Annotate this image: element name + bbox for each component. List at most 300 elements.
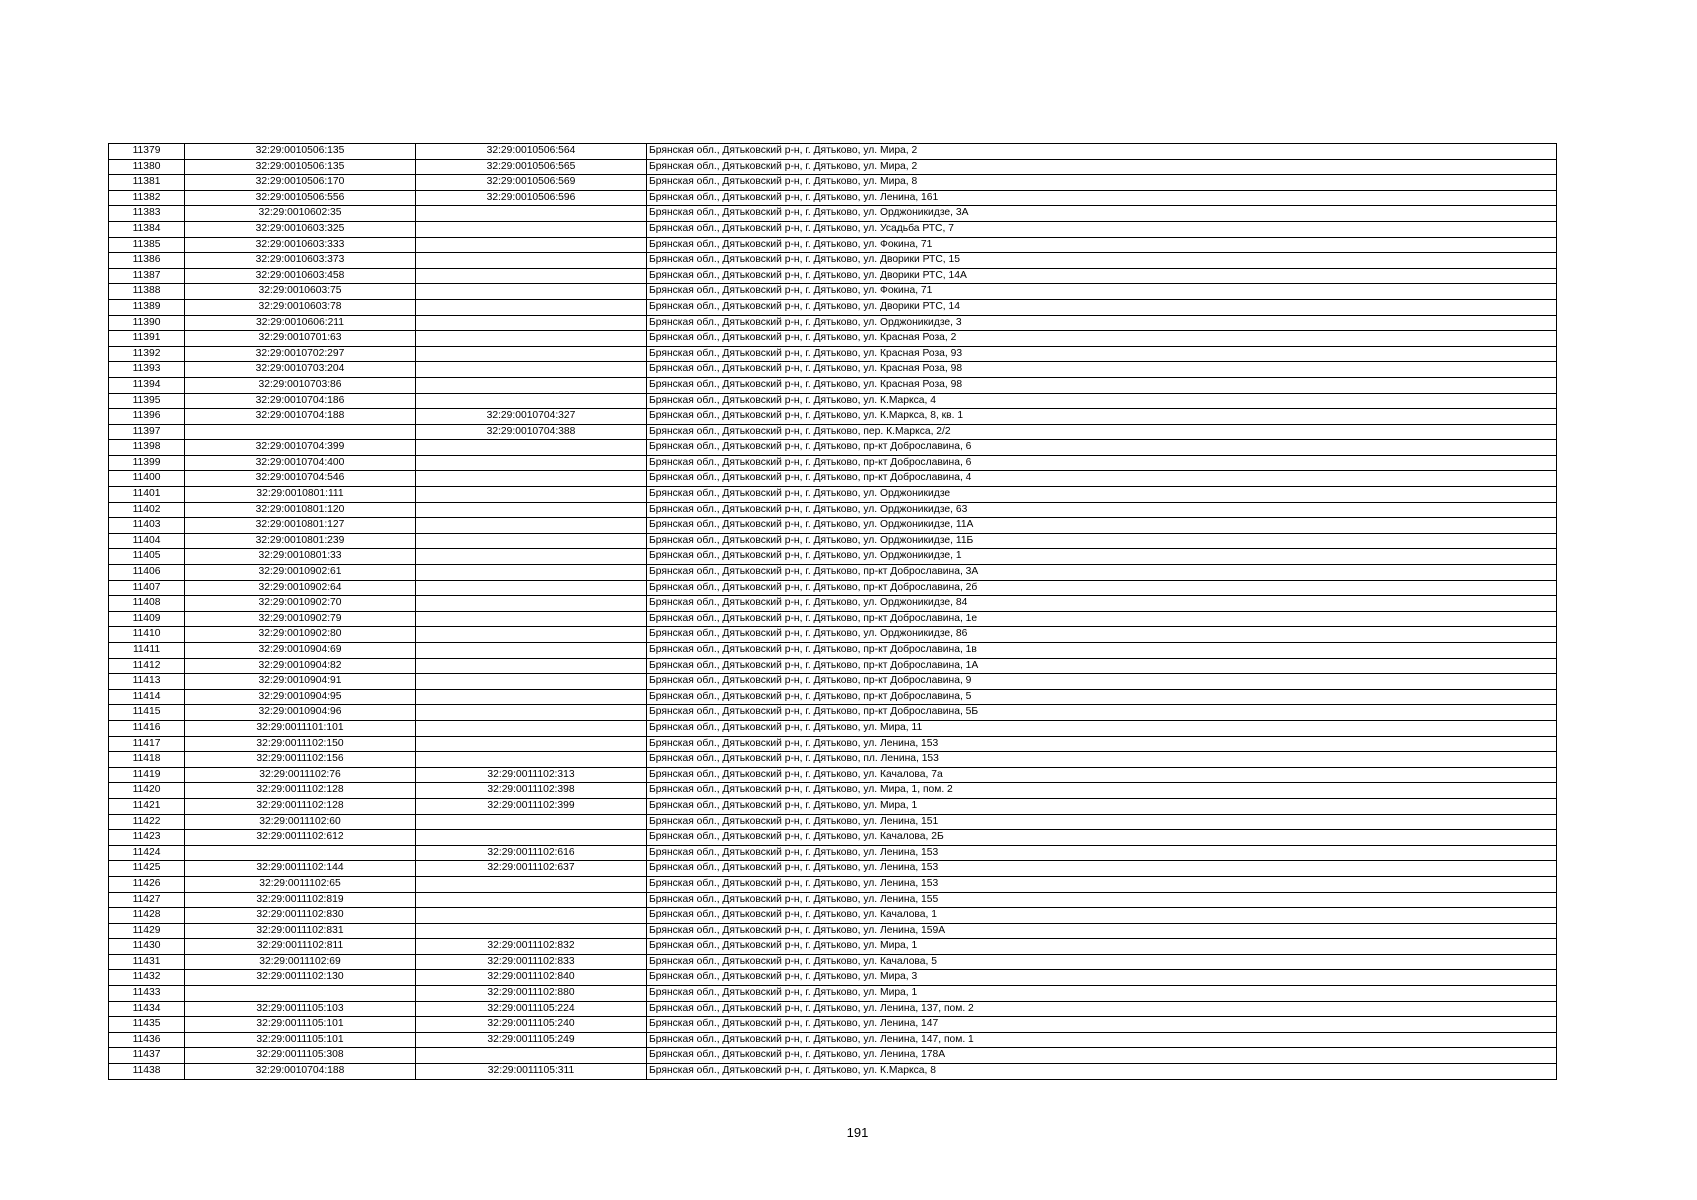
land-cadastral-number-cell: 32:29:0010801:111 [185, 487, 416, 503]
land-cadastral-number-cell: 32:29:0011102:128 [185, 798, 416, 814]
object-cadastral-number-cell [416, 689, 647, 705]
table-row [109, 908, 1557, 924]
object-cadastral-number-cell [416, 331, 647, 347]
row-number-cell: 11436 [109, 1032, 185, 1048]
address-cell: Брянская обл., Дятьковский р-н, г. Дятьково, пр-кт Доброславина, 6 [647, 455, 1557, 471]
table-row [109, 409, 1557, 425]
land-cadastral-number-cell: 32:29:0010603:75 [185, 284, 416, 300]
row-number-cell: 11425 [109, 861, 185, 877]
object-cadastral-number-cell [416, 892, 647, 908]
land-cadastral-number-cell: 32:29:0010902:79 [185, 611, 416, 627]
land-cadastral-number-cell: 32:29:0011102:128 [185, 783, 416, 799]
land-cadastral-number-cell: 32:29:0010703:204 [185, 362, 416, 378]
address-cell: Брянская обл., Дятьковский р-н, г. Дятьково, ул. Мира, 8 [647, 175, 1557, 191]
land-cadastral-number-cell: 32:29:0010703:86 [185, 377, 416, 393]
row-number-cell: 11420 [109, 783, 185, 799]
land-cadastral-number-cell: 32:29:0011105:103 [185, 1001, 416, 1017]
address-cell: Брянская обл., Дятьковский р-н, г. Дятьково, ул. Мира, 3 [647, 970, 1557, 986]
address-cell: Брянская обл., Дятьковский р-н, г. Дятьково, ул. Красная Роза, 98 [647, 362, 1557, 378]
row-number-cell: 11426 [109, 876, 185, 892]
row-number-cell: 11381 [109, 175, 185, 191]
object-cadastral-number-cell: 32:29:0011102:399 [416, 798, 647, 814]
cadastral-table [108, 143, 1557, 1080]
table-row [109, 923, 1557, 939]
address-cell: Брянская обл., Дятьковский р-н, г. Дятьково, ул. Орджоникидзе, 3 [647, 315, 1557, 331]
land-cadastral-number-cell: 32:29:0010506:135 [185, 159, 416, 175]
land-cadastral-number-cell: 32:29:0010902:80 [185, 627, 416, 643]
row-number-cell: 11383 [109, 206, 185, 222]
address-cell: Брянская обл., Дятьковский р-н, г. Дятьково, ул. Качалова, 2Б [647, 830, 1557, 846]
land-cadastral-number-cell: 32:29:0010704:188 [185, 409, 416, 425]
table-row [109, 362, 1557, 378]
address-cell: Брянская обл., Дятьковский р-н, г. Дятьково, ул. Качалова, 1 [647, 908, 1557, 924]
object-cadastral-number-cell [416, 596, 647, 612]
land-cadastral-number-cell [185, 986, 416, 1002]
object-cadastral-number-cell: 32:29:0010704:327 [416, 409, 647, 425]
land-cadastral-number-cell: 32:29:0010603:458 [185, 268, 416, 284]
address-cell: Брянская обл., Дятьковский р-н, г. Дятьково, ул. Качалова, 7а [647, 767, 1557, 783]
page-number: 191 [846, 1125, 869, 1140]
row-number-cell: 11416 [109, 720, 185, 736]
row-number-cell: 11415 [109, 705, 185, 721]
address-cell: Брянская обл., Дятьковский р-н, г. Дятьково, ул. Качалова, 5 [647, 954, 1557, 970]
row-number-cell: 11388 [109, 284, 185, 300]
address-cell: Брянская обл., Дятьковский р-н, г. Дятьково, ул. Орджоникидзе, 11А [647, 518, 1557, 534]
land-cadastral-number-cell: 32:29:0010902:61 [185, 565, 416, 581]
object-cadastral-number-cell: 32:29:0011105:311 [416, 1064, 647, 1080]
object-cadastral-number-cell [416, 533, 647, 549]
table-row [109, 299, 1557, 315]
land-cadastral-number-cell: 32:29:0011105:101 [185, 1017, 416, 1033]
row-number-cell: 11394 [109, 377, 185, 393]
address-cell: Брянская обл., Дятьковский р-н, г. Дятьково, ул. Красная Роза, 98 [647, 377, 1557, 393]
row-number-cell: 11421 [109, 798, 185, 814]
object-cadastral-number-cell: 32:29:0010704:388 [416, 424, 647, 440]
object-cadastral-number-cell [416, 440, 647, 456]
table-row [109, 1017, 1557, 1033]
object-cadastral-number-cell: 32:29:0010506:564 [416, 144, 647, 160]
object-cadastral-number-cell [416, 471, 647, 487]
table-row [109, 221, 1557, 237]
land-cadastral-number-cell: 32:29:0011105:308 [185, 1048, 416, 1064]
table-row [109, 206, 1557, 222]
object-cadastral-number-cell: 32:29:0011102:616 [416, 845, 647, 861]
object-cadastral-number-cell [416, 315, 647, 331]
address-cell: Брянская обл., Дятьковский р-н, г. Дятьково, ул. Мира, 1 [647, 986, 1557, 1002]
table-row [109, 830, 1557, 846]
row-number-cell: 11393 [109, 362, 185, 378]
object-cadastral-number-cell: 32:29:0011102:313 [416, 767, 647, 783]
object-cadastral-number-cell [416, 237, 647, 253]
row-number-cell: 11380 [109, 159, 185, 175]
table-row [109, 705, 1557, 721]
land-cadastral-number-cell: 32:29:0010506:556 [185, 190, 416, 206]
address-cell: Брянская обл., Дятьковский р-н, г. Дятьково, ул. Ленина, 155 [647, 892, 1557, 908]
address-cell: Брянская обл., Дятьковский р-н, г. Дятьково, ул. Орджоникидзе, 11Б [647, 533, 1557, 549]
row-number-cell: 11432 [109, 970, 185, 986]
land-cadastral-number-cell: 32:29:0010702:297 [185, 346, 416, 362]
land-cadastral-number-cell: 32:29:0010506:135 [185, 144, 416, 160]
object-cadastral-number-cell [416, 643, 647, 659]
address-cell: Брянская обл., Дятьковский р-н, г. Дятьково, ул. Фокина, 71 [647, 237, 1557, 253]
row-number-cell: 11413 [109, 674, 185, 690]
address-cell: Брянская обл., Дятьковский р-н, г. Дятьково, ул. Ленина, 153 [647, 861, 1557, 877]
table-row [109, 377, 1557, 393]
address-cell: Брянская обл., Дятьковский р-н, г. Дятьково, ул. Дворики РТС, 14 [647, 299, 1557, 315]
address-cell: Брянская обл., Дятьковский р-н, г. Дятьково, пер. К.Маркса, 2/2 [647, 424, 1557, 440]
table-row [109, 674, 1557, 690]
row-number-cell: 11387 [109, 268, 185, 284]
table-row [109, 190, 1557, 206]
object-cadastral-number-cell [416, 1048, 647, 1064]
row-number-cell: 11417 [109, 736, 185, 752]
table-row [109, 752, 1557, 768]
address-cell: Брянская обл., Дятьковский р-н, г. Дятьково, ул. Ленина, 153 [647, 876, 1557, 892]
table-row [109, 144, 1557, 160]
table-row [109, 455, 1557, 471]
row-number-cell: 11402 [109, 502, 185, 518]
land-cadastral-number-cell: 32:29:0011102:156 [185, 752, 416, 768]
row-number-cell: 11389 [109, 299, 185, 315]
table-row [109, 253, 1557, 269]
object-cadastral-number-cell: 32:29:0011102:637 [416, 861, 647, 877]
table-row [109, 175, 1557, 191]
address-cell: Брянская обл., Дятьковский р-н, г. Дятьково, ул. Красная Роза, 2 [647, 331, 1557, 347]
table-row [109, 720, 1557, 736]
address-cell: Брянская обл., Дятьковский р-н, г. Дятьково, пр-кт Доброславина, 3А [647, 565, 1557, 581]
land-cadastral-number-cell: 32:29:0010904:69 [185, 643, 416, 659]
row-number-cell: 11405 [109, 549, 185, 565]
address-cell: Брянская обл., Дятьковский р-н, г. Дятьково, пл. Ленина, 153 [647, 752, 1557, 768]
table-row [109, 565, 1557, 581]
land-cadastral-number-cell: 32:29:0010902:70 [185, 596, 416, 612]
land-cadastral-number-cell: 32:29:0010904:96 [185, 705, 416, 721]
land-cadastral-number-cell: 32:29:0011102:69 [185, 954, 416, 970]
table-row [109, 346, 1557, 362]
land-cadastral-number-cell: 32:29:0011102:819 [185, 892, 416, 908]
address-cell: Брянская обл., Дятьковский р-н, г. Дятьково, ул. Мира, 11 [647, 720, 1557, 736]
table-row [109, 268, 1557, 284]
row-number-cell: 11398 [109, 440, 185, 456]
address-cell: Брянская обл., Дятьковский р-н, г. Дятьково, ул. Красная Роза, 93 [647, 346, 1557, 362]
address-cell: Брянская обл., Дятьковский р-н, г. Дятьково, ул. Ленина, 161 [647, 190, 1557, 206]
table-row [109, 502, 1557, 518]
table-row [109, 986, 1557, 1002]
row-number-cell: 11433 [109, 986, 185, 1002]
object-cadastral-number-cell [416, 221, 647, 237]
object-cadastral-number-cell: 32:29:0011105:240 [416, 1017, 647, 1033]
table-row [109, 315, 1557, 331]
table-row [109, 159, 1557, 175]
row-number-cell: 11390 [109, 315, 185, 331]
row-number-cell: 11406 [109, 565, 185, 581]
table-row [109, 845, 1557, 861]
row-number-cell: 11392 [109, 346, 185, 362]
land-cadastral-number-cell [185, 424, 416, 440]
land-cadastral-number-cell: 32:29:0010603:373 [185, 253, 416, 269]
address-cell: Брянская обл., Дятьковский р-н, г. Дятьково, ул. Мира, 2 [647, 159, 1557, 175]
address-cell: Брянская обл., Дятьковский р-н, г. Дятьково, ул. Орджоникидзе, 86 [647, 627, 1557, 643]
object-cadastral-number-cell [416, 284, 647, 300]
row-number-cell: 11396 [109, 409, 185, 425]
table-row [109, 611, 1557, 627]
address-cell: Брянская обл., Дятьковский р-н, г. Дятьково, ул. Ленина, 137, пом. 2 [647, 1001, 1557, 1017]
table-row [109, 1048, 1557, 1064]
land-cadastral-number-cell: 32:29:0011102:830 [185, 908, 416, 924]
land-cadastral-number-cell: 32:29:0011102:65 [185, 876, 416, 892]
row-number-cell: 11424 [109, 845, 185, 861]
land-cadastral-number-cell: 32:29:0011102:811 [185, 939, 416, 955]
object-cadastral-number-cell: 32:29:0011105:224 [416, 1001, 647, 1017]
address-cell: Брянская обл., Дятьковский р-н, г. Дятьково, пр-кт Доброславина, 9 [647, 674, 1557, 690]
address-cell: Брянская обл., Дятьковский р-н, г. Дятьково, ул. Мира, 1, пом. 2 [647, 783, 1557, 799]
address-cell: Брянская обл., Дятьковский р-н, г. Дятьково, ул. Орджоникидзе, 84 [647, 596, 1557, 612]
table-row [109, 533, 1557, 549]
table-row [109, 237, 1557, 253]
row-number-cell: 11412 [109, 658, 185, 674]
object-cadastral-number-cell: 32:29:0011102:833 [416, 954, 647, 970]
land-cadastral-number-cell: 32:29:0011102:150 [185, 736, 416, 752]
row-number-cell: 11409 [109, 611, 185, 627]
land-cadastral-number-cell [185, 845, 416, 861]
address-cell: Брянская обл., Дятьковский р-н, г. Дятьково, пр-кт Доброславина, 1в [647, 643, 1557, 659]
object-cadastral-number-cell [416, 830, 647, 846]
land-cadastral-number-cell: 32:29:0010904:91 [185, 674, 416, 690]
object-cadastral-number-cell [416, 377, 647, 393]
address-cell: Брянская обл., Дятьковский р-н, г. Дятьково, ул. К.Маркса, 8, кв. 1 [647, 409, 1557, 425]
land-cadastral-number-cell: 32:29:0011102:130 [185, 970, 416, 986]
table-row [109, 627, 1557, 643]
row-number-cell: 11400 [109, 471, 185, 487]
land-cadastral-number-cell: 32:29:0010506:170 [185, 175, 416, 191]
object-cadastral-number-cell [416, 487, 647, 503]
table-row [109, 658, 1557, 674]
row-number-cell: 11410 [109, 627, 185, 643]
land-cadastral-number-cell: 32:29:0010904:82 [185, 658, 416, 674]
table-row [109, 518, 1557, 534]
object-cadastral-number-cell [416, 393, 647, 409]
table-row [109, 861, 1557, 877]
land-cadastral-number-cell: 32:29:0010902:64 [185, 580, 416, 596]
table-row [109, 424, 1557, 440]
row-number-cell: 11395 [109, 393, 185, 409]
address-cell: Брянская обл., Дятьковский р-н, г. Дятьково, ул. Ленина, 159А [647, 923, 1557, 939]
row-number-cell: 11401 [109, 487, 185, 503]
row-number-cell: 11414 [109, 689, 185, 705]
row-number-cell: 11411 [109, 643, 185, 659]
land-cadastral-number-cell: 32:29:0011102:60 [185, 814, 416, 830]
address-cell: Брянская обл., Дятьковский р-н, г. Дятьково, ул. Дворики РТС, 14А [647, 268, 1557, 284]
land-cadastral-number-cell: 32:29:0010602:35 [185, 206, 416, 222]
land-cadastral-number-cell: 32:29:0010701:63 [185, 331, 416, 347]
object-cadastral-number-cell: 32:29:0010506:569 [416, 175, 647, 191]
address-cell: Брянская обл., Дятьковский р-н, г. Дятьково, ул. Ленина, 147 [647, 1017, 1557, 1033]
object-cadastral-number-cell [416, 674, 647, 690]
row-number-cell: 11418 [109, 752, 185, 768]
row-number-cell: 11423 [109, 830, 185, 846]
object-cadastral-number-cell: 32:29:0011105:249 [416, 1032, 647, 1048]
row-number-cell: 11429 [109, 923, 185, 939]
table-row [109, 1001, 1557, 1017]
table-row [109, 393, 1557, 409]
address-cell: Брянская обл., Дятьковский р-н, г. Дятьково, ул. Ленина, 151 [647, 814, 1557, 830]
object-cadastral-number-cell [416, 299, 647, 315]
address-cell: Брянская обл., Дятьковский р-н, г. Дятьково, ул. Ленина, 178А [647, 1048, 1557, 1064]
address-cell: Брянская обл., Дятьковский р-н, г. Дятьково, ул. К.Маркса, 8 [647, 1064, 1557, 1080]
object-cadastral-number-cell [416, 658, 647, 674]
object-cadastral-number-cell [416, 268, 647, 284]
row-number-cell: 11399 [109, 455, 185, 471]
table-row [109, 331, 1557, 347]
land-cadastral-number-cell: 32:29:0011101:101 [185, 720, 416, 736]
object-cadastral-number-cell [416, 705, 647, 721]
row-number-cell: 11434 [109, 1001, 185, 1017]
table-row [109, 284, 1557, 300]
table-row [109, 939, 1557, 955]
row-number-cell: 11408 [109, 596, 185, 612]
row-number-cell: 11379 [109, 144, 185, 160]
address-cell: Брянская обл., Дятьковский р-н, г. Дятьково, пр-кт Доброславина, 5 [647, 689, 1557, 705]
object-cadastral-number-cell [416, 814, 647, 830]
row-number-cell: 11422 [109, 814, 185, 830]
table-row [109, 440, 1557, 456]
object-cadastral-number-cell [416, 876, 647, 892]
address-cell: Брянская обл., Дятьковский р-н, г. Дятьково, ул. Фокина, 71 [647, 284, 1557, 300]
row-number-cell: 11437 [109, 1048, 185, 1064]
row-number-cell: 11391 [109, 331, 185, 347]
object-cadastral-number-cell [416, 346, 647, 362]
table-body [109, 144, 1557, 1080]
object-cadastral-number-cell: 32:29:0011102:880 [416, 986, 647, 1002]
table-row [109, 767, 1557, 783]
table-row [109, 783, 1557, 799]
address-cell: Брянская обл., Дятьковский р-н, г. Дятьково, ул. Ленина, 153 [647, 845, 1557, 861]
object-cadastral-number-cell [416, 627, 647, 643]
land-cadastral-number-cell: 32:29:0011102:831 [185, 923, 416, 939]
land-cadastral-number-cell: 32:29:0010801:120 [185, 502, 416, 518]
land-cadastral-number-cell: 32:29:0011102:612 [185, 830, 416, 846]
address-cell: Брянская обл., Дятьковский р-н, г. Дятьково, ул. Мира, 1 [647, 798, 1557, 814]
row-number-cell: 11397 [109, 424, 185, 440]
object-cadastral-number-cell [416, 611, 647, 627]
table-row [109, 549, 1557, 565]
row-number-cell: 11435 [109, 1017, 185, 1033]
row-number-cell: 11386 [109, 253, 185, 269]
land-cadastral-number-cell: 32:29:0010603:325 [185, 221, 416, 237]
land-cadastral-number-cell: 32:29:0010704:546 [185, 471, 416, 487]
address-cell: Брянская обл., Дятьковский р-н, г. Дятьково, пр-кт Доброславина, 5Б [647, 705, 1557, 721]
address-cell: Брянская обл., Дятьковский р-н, г. Дятьково, ул. К.Маркса, 4 [647, 393, 1557, 409]
row-number-cell: 11428 [109, 908, 185, 924]
row-number-cell: 11384 [109, 221, 185, 237]
row-number-cell: 11427 [109, 892, 185, 908]
object-cadastral-number-cell: 32:29:0011102:840 [416, 970, 647, 986]
object-cadastral-number-cell [416, 362, 647, 378]
object-cadastral-number-cell [416, 752, 647, 768]
row-number-cell: 11430 [109, 939, 185, 955]
row-number-cell: 11407 [109, 580, 185, 596]
table-row [109, 892, 1557, 908]
object-cadastral-number-cell [416, 736, 647, 752]
object-cadastral-number-cell [416, 206, 647, 222]
table-row [109, 580, 1557, 596]
table-row [109, 954, 1557, 970]
row-number-cell: 11431 [109, 954, 185, 970]
table-row [109, 596, 1557, 612]
address-cell: Брянская обл., Дятьковский р-н, г. Дятьково, ул. Ленина, 153 [647, 736, 1557, 752]
land-cadastral-number-cell: 32:29:0010801:33 [185, 549, 416, 565]
land-cadastral-number-cell: 32:29:0011102:144 [185, 861, 416, 877]
land-cadastral-number-cell: 32:29:0010801:239 [185, 533, 416, 549]
address-cell: Брянская обл., Дятьковский р-н, г. Дятьково, ул. Орджоникидзе, 3А [647, 206, 1557, 222]
row-number-cell: 11419 [109, 767, 185, 783]
address-cell: Брянская обл., Дятьковский р-н, г. Дятьково, ул. Мира, 1 [647, 939, 1557, 955]
land-cadastral-number-cell: 32:29:0010704:186 [185, 393, 416, 409]
land-cadastral-number-cell: 32:29:0011102:76 [185, 767, 416, 783]
land-cadastral-number-cell: 32:29:0010603:333 [185, 237, 416, 253]
land-cadastral-number-cell: 32:29:0010704:188 [185, 1064, 416, 1080]
land-cadastral-number-cell: 32:29:0010704:400 [185, 455, 416, 471]
land-cadastral-number-cell: 32:29:0010603:78 [185, 299, 416, 315]
object-cadastral-number-cell [416, 923, 647, 939]
object-cadastral-number-cell [416, 908, 647, 924]
object-cadastral-number-cell: 32:29:0010506:565 [416, 159, 647, 175]
table-row [109, 798, 1557, 814]
table-row [109, 471, 1557, 487]
table-row [109, 814, 1557, 830]
table-row [109, 689, 1557, 705]
object-cadastral-number-cell [416, 455, 647, 471]
land-cadastral-number-cell: 32:29:0010904:95 [185, 689, 416, 705]
address-cell: Брянская обл., Дятьковский р-н, г. Дятьково, пр-кт Доброславина, 1А [647, 658, 1557, 674]
table-row [109, 487, 1557, 503]
land-cadastral-number-cell: 32:29:0010606:211 [185, 315, 416, 331]
row-number-cell: 11385 [109, 237, 185, 253]
row-number-cell: 11403 [109, 518, 185, 534]
table-row [109, 876, 1557, 892]
row-number-cell: 11438 [109, 1064, 185, 1080]
address-cell: Брянская обл., Дятьковский р-н, г. Дятьково, пр-кт Доброславина, 6 [647, 440, 1557, 456]
land-cadastral-number-cell: 32:29:0010801:127 [185, 518, 416, 534]
object-cadastral-number-cell [416, 565, 647, 581]
object-cadastral-number-cell [416, 253, 647, 269]
table-row [109, 1064, 1557, 1080]
address-cell: Брянская обл., Дятьковский р-н, г. Дятьково, ул. Мира, 2 [647, 144, 1557, 160]
table-row [109, 643, 1557, 659]
address-cell: Брянская обл., Дятьковский р-н, г. Дятьково, пр-кт Доброславина, 2б [647, 580, 1557, 596]
land-cadastral-number-cell: 32:29:0010704:399 [185, 440, 416, 456]
address-cell: Брянская обл., Дятьковский р-н, г. Дятьково, пр-кт Доброславина, 4 [647, 471, 1557, 487]
object-cadastral-number-cell [416, 720, 647, 736]
object-cadastral-number-cell [416, 518, 647, 534]
address-cell: Брянская обл., Дятьковский р-н, г. Дятьково, ул. Орджоникидзе, 63 [647, 502, 1557, 518]
row-number-cell: 11382 [109, 190, 185, 206]
address-cell: Брянская обл., Дятьковский р-н, г. Дятьково, ул. Орджоникидзе, 1 [647, 549, 1557, 565]
address-cell: Брянская обл., Дятьковский р-н, г. Дятьково, ул. Ленина, 147, пом. 1 [647, 1032, 1557, 1048]
table-row [109, 1032, 1557, 1048]
object-cadastral-number-cell [416, 502, 647, 518]
address-cell: Брянская обл., Дятьковский р-н, г. Дятьково, пр-кт Доброславина, 1е [647, 611, 1557, 627]
object-cadastral-number-cell: 32:29:0010506:596 [416, 190, 647, 206]
table-row [109, 970, 1557, 986]
object-cadastral-number-cell: 32:29:0011102:832 [416, 939, 647, 955]
address-cell: Брянская обл., Дятьковский р-н, г. Дятьково, ул. Усадьба РТС, 7 [647, 221, 1557, 237]
address-cell: Брянская обл., Дятьковский р-н, г. Дятьково, ул. Дворики РТС, 15 [647, 253, 1557, 269]
address-cell: Брянская обл., Дятьковский р-н, г. Дятьково, ул. Орджоникидзе [647, 487, 1557, 503]
row-number-cell: 11404 [109, 533, 185, 549]
table-row [109, 736, 1557, 752]
object-cadastral-number-cell [416, 549, 647, 565]
